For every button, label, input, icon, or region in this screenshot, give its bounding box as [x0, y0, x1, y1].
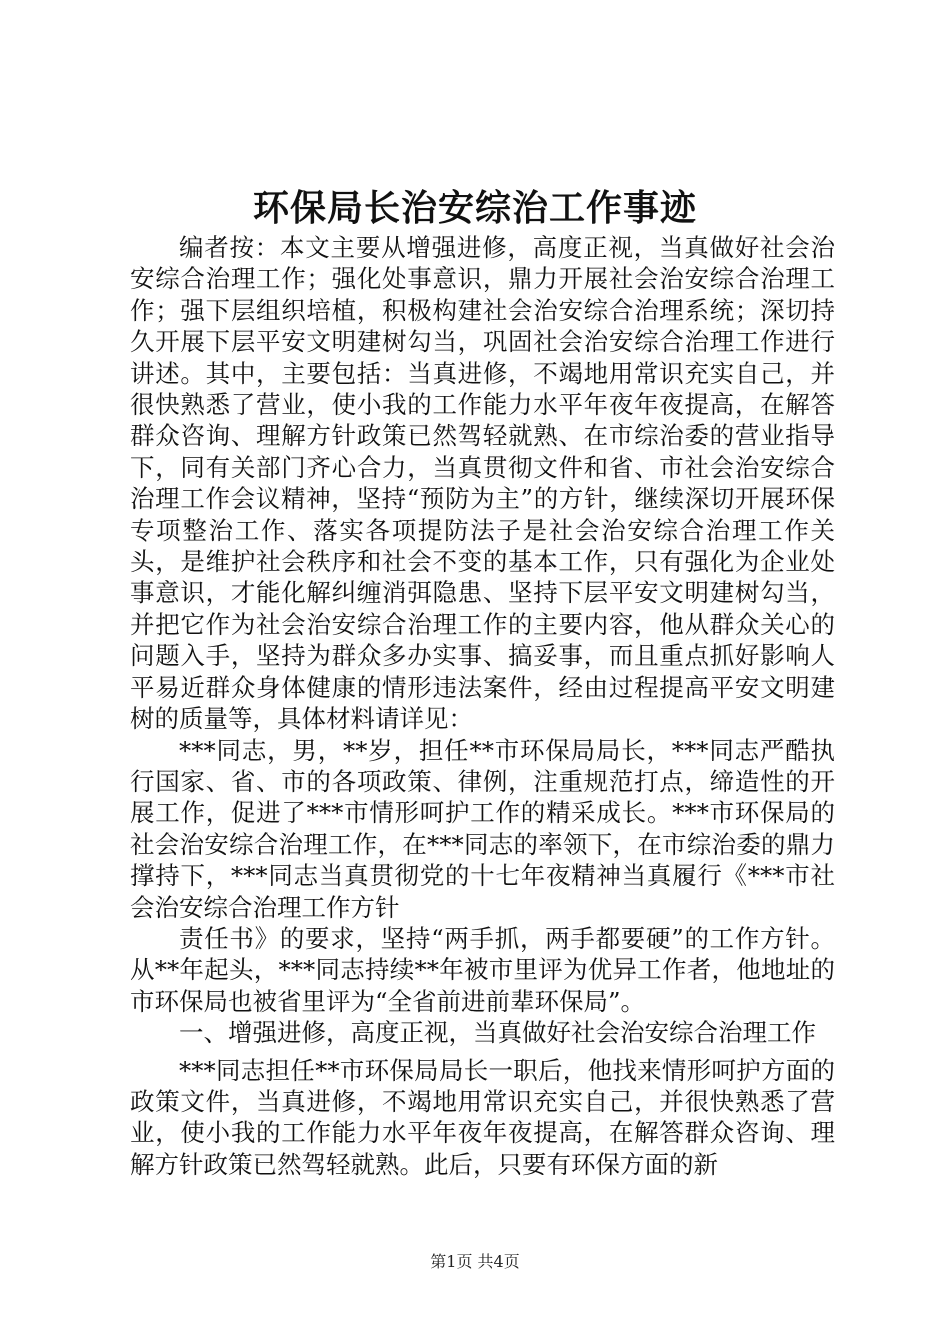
- document-body: [130, 232, 835, 1180]
- page-footer: 第1页 共4页: [430, 1252, 520, 1271]
- body-paragraph: ***同志担任**市环保局局长一职后，他找来情形呵护方面的政策文件，当真进修，不竭地用常识充实自己，并很快熟悉了营业，使小我的工作能力水平年夜年夜提高，在解答群众咨询、理解方针政策已然驾轻就熟。此后，只要有环保方面的新: [130, 1055, 835, 1179]
- body-paragraph: 责任书》的要求，坚持“两手抓，两手都要硬”的工作方针。从**年起头，***同志持续**年被市里评为优异工作者，他地址的市环保局也被省里评为“全省前进前辈环保局”。: [130, 923, 835, 1016]
- document-title: 环保局长治安综治工作事迹: [252, 187, 697, 229]
- editor-note-paragraph: 编者按：本文主要从增强进修，高度正视，当真做好社会治安综合治理工作；强化处事意识，鼎力开展社会治安综合治理工作；强下层组织培植，积极构建社会治安综合治理系统；深切持久开展下层平安文明建树勾当，巩固社会治安综合治理工作进行讲述。其中，主要包括：当真进修，不竭地用常识充实自己，并很快熟悉了营业，使小我的工作能力水平年夜年夜提高，在解答群众咨询、理解方针政策已然驾轻就熟、在市综治委的营业指导下，同有关部门齐心合力，当真贯彻文件和省、市社会治安综合治理工作会议精神，坚持“预防为主”的方针，继续深切开展环保专项整治工作、落实各项提防法子是社会治安综合治理工作关头，是维护社会秩序和社会不变的基本工作，只有强化为企业处事意识，才能化解纠缠消弭隐患、坚持下层平安文明建树勾当，并把它作为社会治安综合治理工作的主要内容，他从群众关心的问题入手，坚持为群众多办实事、搞妥事，而且重点抓好影响人平易近群众身体健康的情形违法案件，经由过程提高平安文明建树的质量等，具体材料请详见：: [130, 233, 835, 734]
- section-heading: 一、增强进修，高度正视，当真做好社会治安综合治理工作: [179, 1018, 816, 1048]
- body-paragraph: ***同志，男，**岁，担任**市环保局局长，***同志严酷执行国家、省、市的各项政策、律例，注重规范打点，缔造性的开展工作，促进了***市情形呵护工作的精采成长。***市环保局的社会治安综合治理工作，在***同志的率领下，在市综治委的鼎力撑持下，***同志当真贯彻党的十七年夜精神当真履行《***市社会治安综合治理工作方针: [130, 735, 835, 922]
